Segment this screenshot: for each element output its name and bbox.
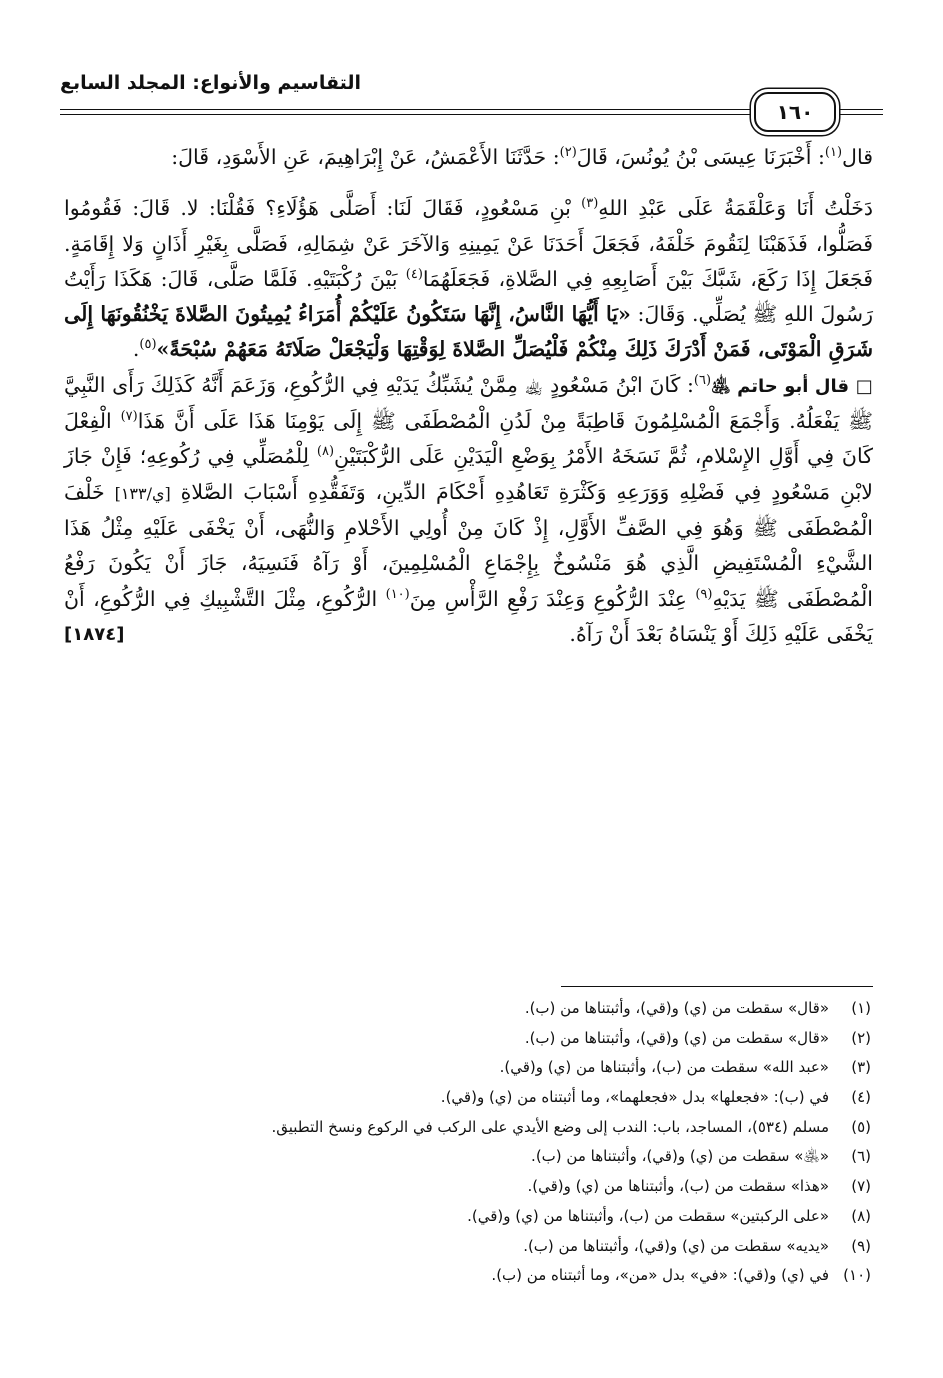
speaker-name: قال أبو حاتم ﵁ — [711, 375, 850, 397]
footnote-ref: (١) — [824, 145, 843, 161]
footnote — [60, 1083, 871, 1113]
footnote-ref: (٣) — [581, 196, 599, 212]
text-run: الرُّكُوعِ، مِثْلَ التَّشْبِيكِ فِي الرُّكُوعِ، أَنْ يَخْفَى عَلَيْهِ ذَلِكَ أَوْ يَنْسَاهُ بَعْدَ أَنْ رَآهُ. — [64, 586, 873, 646]
text-run: قال — [842, 145, 873, 169]
footnote-ref: (٥) — [139, 337, 157, 353]
text-run: الْفِعْلَ كَانَ فِي أَوَّلِ الإِسْلامِ، ثُمَّ نَسَخَهُ الأَمْرُ بِوَضْعِ الْيَدَيْنِ عَلَى الرُّكْبَتَيْنِ — [64, 409, 873, 469]
footnote-number: (٥) — [851, 1117, 871, 1136]
footnote-number: (٤) — [851, 1088, 871, 1107]
footnote — [60, 1113, 871, 1143]
footnote-ref: (١٠) — [385, 586, 410, 602]
text-run: بْنِ مَسْعُودٍ، فَقَالَ لَنَا: أَصَلَّى هَؤُلَاءِ؟ فَقُلْنَا: لا. قَالَ: فَقُومُوا فَصَلُّوا، فَذَهَبْنَا لِنَقُومَ خَلْفَهُ، فَجَعَلَ أَحَدَنَا عَنْ يَمِينِهِ وَالآخَرَ عَنْ شِمَالِهِ، فَصَلَّى بِغَيْرِ أَذَانٍ وَلا إِقَامَةٍ. فَجَعَلَ إِذَا رَكَعَ، شَبَّكَ بَيْنَ أَصَابِعِهِ فِي الصَّلاةِ، فَجَعَلَهُمَا — [64, 196, 874, 291]
footnote-text: «هذا» سقطت من (ب)، وأثبتناها من (ي) و(قي). — [527, 1177, 829, 1196]
footnote-ref: (٦) — [693, 372, 712, 388]
text-run: عِنْدَ الرُّكُوعِ وَعِنْدَ رَفْعِ الرَّأْسِ مِنَ — [409, 586, 696, 611]
footnotes — [60, 994, 871, 1291]
footnote-text: «يديه» سقطت من (ي) و(قي)، وأثبتناها من (ب). — [523, 1236, 829, 1255]
paragraph-hadith — [64, 191, 873, 367]
prophetic-quote: «يَا أَيُّهَا النَّاسُ، إِنَّهَا سَتَكُونُ عَلَيْكُمْ أُمَرَاءُ يُمِيتُونَ الصَّلاةَ يَخْنُقُونَهَا إِلَى شَرَقِ الْمَوْتَى، فَمَنْ أَدْرَكَ ذَلِكَ مِنْكُمْ فَلْيُصَلِّ الصَّلاةَ لِوَقْتِهَا وَلْيَجْعَلْ صَلَاتَهُ مَعَهُمْ سُبْحَةً» — [64, 302, 873, 362]
footnote-text: «عبد الله» سقطت من (ب)، وأثبتناها من (ي) و(قي). — [499, 1058, 829, 1077]
footnote-number: (١٠) — [843, 1266, 871, 1285]
footnote — [60, 1202, 871, 1232]
text-run: : حَدَّثَنَا الأَعْمَشُ، عَنْ إِبْرَاهِيمَ، عَنِ الأَسْوَدِ، قَالَ: — [171, 145, 560, 169]
footnote — [60, 1053, 871, 1083]
footnote — [60, 1142, 871, 1172]
footnote-text: في (ي) و(قي): «في» بدل «من»، وما أثبتناه من (ب). — [491, 1266, 829, 1285]
footnote-separator — [561, 986, 873, 987]
footnote-text: مسلم (٥٣٤)، المساجد، باب: الندب إلى وضع الأيدي على الركب في الركوع ونسخ التطبيق. — [271, 1117, 829, 1136]
footnote-ref: (٢) — [559, 145, 577, 161]
text-run: . — [132, 337, 140, 362]
footnote-text: «على الركبتين» سقطت من (ب)، وأثبتناها من (ي) و(قي). — [467, 1206, 829, 1225]
footnote — [60, 1024, 871, 1054]
footnote-number: (٧) — [851, 1177, 871, 1196]
text-run: دَخَلْتُ أَنَا وَعَلْقَمَةُ عَلَى عَبْدِ اللهِ — [598, 196, 873, 221]
footnote-ref: (٩) — [695, 586, 713, 602]
paragraph-isnad — [64, 140, 873, 175]
footnote-number: (٦) — [851, 1147, 871, 1166]
footnote-ref: (٨) — [316, 444, 335, 460]
footnote-ref: (٤) — [405, 267, 423, 283]
square-marker-icon: □ — [855, 375, 873, 397]
text-run: لِلْمُصَلِّي فِي رُكُوعِهِ؛ فَإِنْ جَازَ لابْنِ مَسْعُودٍ فِي فَضْلِهِ وَوَرَعِهِ وَكَثْرَةِ تَعَاهُدِهِ أَحْكَامَ الدِّينِ، وَتَفَقُّدِهِ أَسْبَابَ الصَّلاةِ — [64, 444, 873, 504]
text-run: : أَخْبَرَنَا عِيسَى بْنُ يُونُسَ، قَالَ — [576, 145, 825, 169]
footnote-ref: (٧) — [120, 409, 138, 425]
footnote-number: (٩) — [851, 1236, 871, 1255]
text-run: خَلْفَ الْمُصْطَفَى ﷺ وَهُوَ فِي الصَّفِّ الأَوَّلِ، إِذْ كَانَ مِنْ أُولِي الأَحْلامِ وَالنُّهَى، أَنْ يَخْفَى عَلَيْهِ مِثْلُ هَذَا الشَّيْءِ الْمُسْتَفِيضِ الَّذِي هُوَ مَنْسُوخٌ بِإِجْمَاعِ الْمُسْلِمِينَ، أَوْ رَآهُ فَنَسِيَهُ، جَازَ أَنْ يَكُونَ رَفْعُ الْمُصْطَفَى ﷺ يَدَيْهِ — [64, 479, 873, 611]
footnote-text: «قال» سقطت من (ي) و(قي)، وأثبتناها من (ب). — [524, 999, 829, 1017]
footnote — [60, 994, 871, 1024]
footnote-number: (١) — [851, 999, 871, 1017]
main-text — [64, 140, 873, 652]
page-number: ١٦٠ — [754, 92, 836, 132]
footnote-number: (٣) — [851, 1058, 871, 1077]
footnote — [60, 1261, 871, 1291]
manuscript-ref: [ي/١٣٣] — [114, 483, 171, 503]
text-run: : كَانَ ابْنُ مَسْعُودٍ ﵀ مِمَّنْ يُشَبِّكُ يَدَيْهِ فِي الرُّكُوعِ، وَزَعَمَ أَنَّهُ كَذَلِكَ رَأَى النَّبِيَّ ﷺ يَفْعَلُهُ. وَأَجْمَعَ الْمُسْلِمُونَ قَاطِبَةً مِنْ لَدُنِ الْمُصْطَفَى ﷺ إِلَى يَوْمِنَا هَذَا عَلَى أَنَّ هَذَا — [64, 372, 873, 434]
footnote-text: «﵁» سقطت من (ي) و(قي)، وأثبتناها من (ب). — [531, 1147, 829, 1166]
footnote — [60, 1232, 871, 1262]
footnote — [60, 1172, 871, 1202]
hadith-number: [١٨٧٤] — [64, 623, 125, 645]
footnote-text: «قال» سقطت من (ي) و(قي)، وأثبتناها من (ب). — [524, 1028, 829, 1047]
paragraph-commentary — [64, 368, 873, 652]
footnote-number: (٨) — [851, 1206, 871, 1225]
footnote-number: (٢) — [851, 1028, 871, 1047]
text-run: بَيْنَ رُكْبَتَيْهِ. فَلَمَّا صَلَّى، قَالَ: هَكَذَا رَأَيْتُ رَسُولَ اللهِ ﷺ يُصَلِّي. وَقَالَ: — [64, 266, 873, 327]
running-title: التقاسيم والأنواع: المجلد السابع — [60, 72, 362, 94]
footnote-text: في (ب): «فجعلها» بدل «فجعلهما»، وما أثبتناه من (ي) و(قي). — [440, 1088, 829, 1107]
